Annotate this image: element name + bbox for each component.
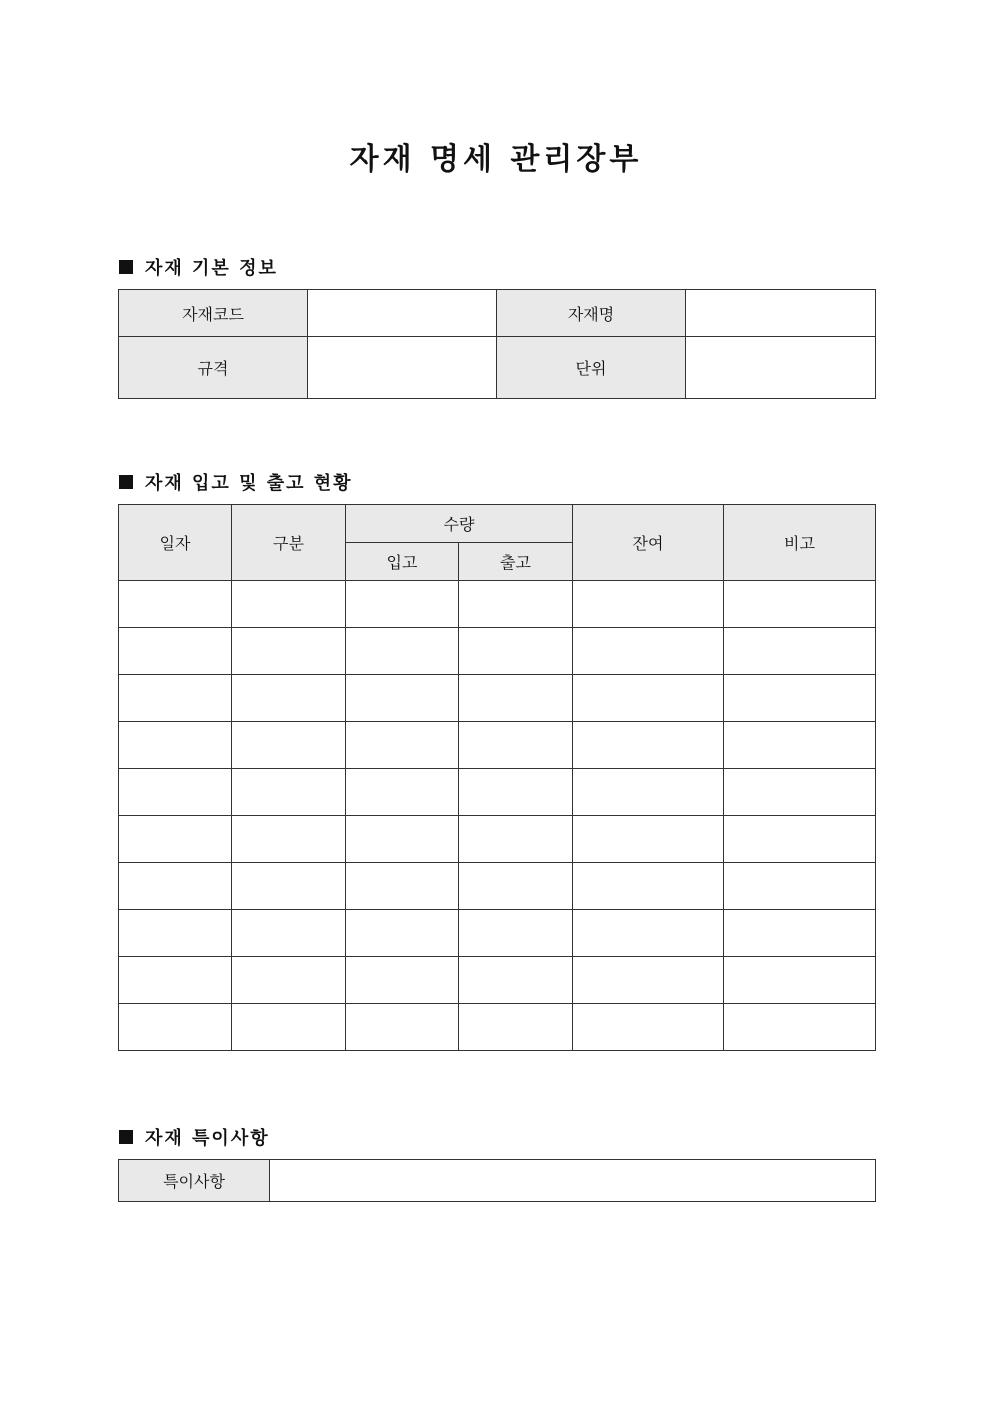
material-code-field[interactable] [308,290,497,337]
section-heading-label: 자재 입고 및 출고 현황 [145,473,353,494]
date-cell[interactable] [119,863,232,910]
header-in: 입고 [346,543,459,581]
date-cell[interactable] [119,628,232,675]
in-cell[interactable] [346,863,459,910]
in-cell[interactable] [346,769,459,816]
balance-cell[interactable] [573,957,724,1004]
material-name-field[interactable] [686,290,876,337]
basic-info-table [118,289,876,399]
remarks-field[interactable] [270,1160,876,1202]
date-cell[interactable] [119,581,232,628]
note-cell[interactable] [724,722,876,769]
remarks-label: 특이사항 [119,1160,270,1202]
unit-field[interactable] [686,337,876,399]
category-cell[interactable] [232,1004,346,1051]
section-heading-label: 자재 기본 정보 [145,258,278,279]
category-cell[interactable] [232,816,346,863]
table-row [119,957,876,1004]
table-row [119,769,876,816]
category-cell[interactable] [232,910,346,957]
date-cell[interactable] [119,769,232,816]
category-cell[interactable] [232,722,346,769]
header-date: 일자 [119,505,232,581]
in-cell[interactable] [346,675,459,722]
note-cell[interactable] [724,910,876,957]
balance-cell[interactable] [573,1004,724,1051]
note-cell[interactable] [724,769,876,816]
in-cell[interactable] [346,1004,459,1051]
balance-cell[interactable] [573,581,724,628]
table-row [119,863,876,910]
category-cell[interactable] [232,863,346,910]
date-cell[interactable] [119,957,232,1004]
section-heading-label: 자재 특이사항 [145,1128,270,1149]
page-title: 자재 명세 관리장부 [349,142,643,177]
out-cell[interactable] [459,675,573,722]
out-cell[interactable] [459,863,573,910]
in-cell[interactable] [346,957,459,1004]
out-cell[interactable] [459,769,573,816]
in-cell[interactable] [346,722,459,769]
remarks-table [118,1159,876,1202]
header-category: 구분 [232,505,346,581]
balance-cell[interactable] [573,722,724,769]
header-balance: 잔여 [573,505,724,581]
in-cell[interactable] [346,910,459,957]
out-cell[interactable] [459,910,573,957]
section-heading-in-out [119,469,353,495]
in-out-rows [119,581,876,1051]
spec-label: 규격 [119,337,308,399]
note-cell[interactable] [724,675,876,722]
balance-cell[interactable] [573,910,724,957]
material-name-label: 자재명 [497,290,686,337]
date-cell[interactable] [119,1004,232,1051]
note-cell[interactable] [724,816,876,863]
note-cell[interactable] [724,957,876,1004]
note-cell[interactable] [724,1004,876,1051]
table-row [119,722,876,769]
note-cell[interactable] [724,628,876,675]
table-row [119,1004,876,1051]
balance-cell[interactable] [573,675,724,722]
balance-cell[interactable] [573,816,724,863]
header-out: 출고 [459,543,573,581]
table-row [119,581,876,628]
square-bullet-icon [119,260,133,274]
header-quantity: 수량 [346,505,573,543]
table-row [119,675,876,722]
section-heading-remarks [119,1124,270,1150]
category-cell[interactable] [232,957,346,1004]
table-row [119,910,876,957]
note-cell[interactable] [724,581,876,628]
out-cell[interactable] [459,722,573,769]
out-cell[interactable] [459,816,573,863]
table-row [119,816,876,863]
in-cell[interactable] [346,581,459,628]
unit-label: 단위 [497,337,686,399]
in-cell[interactable] [346,816,459,863]
header-note: 비고 [724,505,876,581]
out-cell[interactable] [459,957,573,1004]
out-cell[interactable] [459,581,573,628]
in-out-table [118,504,876,1051]
balance-cell[interactable] [573,628,724,675]
square-bullet-icon [119,1130,133,1144]
category-cell[interactable] [232,769,346,816]
out-cell[interactable] [459,1004,573,1051]
in-cell[interactable] [346,628,459,675]
balance-cell[interactable] [573,863,724,910]
balance-cell[interactable] [573,769,724,816]
date-cell[interactable] [119,816,232,863]
square-bullet-icon [119,475,133,489]
date-cell[interactable] [119,675,232,722]
table-row [119,628,876,675]
note-cell[interactable] [724,863,876,910]
out-cell[interactable] [459,628,573,675]
material-code-label: 자재코드 [119,290,308,337]
date-cell[interactable] [119,910,232,957]
category-cell[interactable] [232,581,346,628]
spec-field[interactable] [308,337,497,399]
category-cell[interactable] [232,628,346,675]
category-cell[interactable] [232,675,346,722]
section-heading-basic-info [119,254,278,280]
date-cell[interactable] [119,722,232,769]
